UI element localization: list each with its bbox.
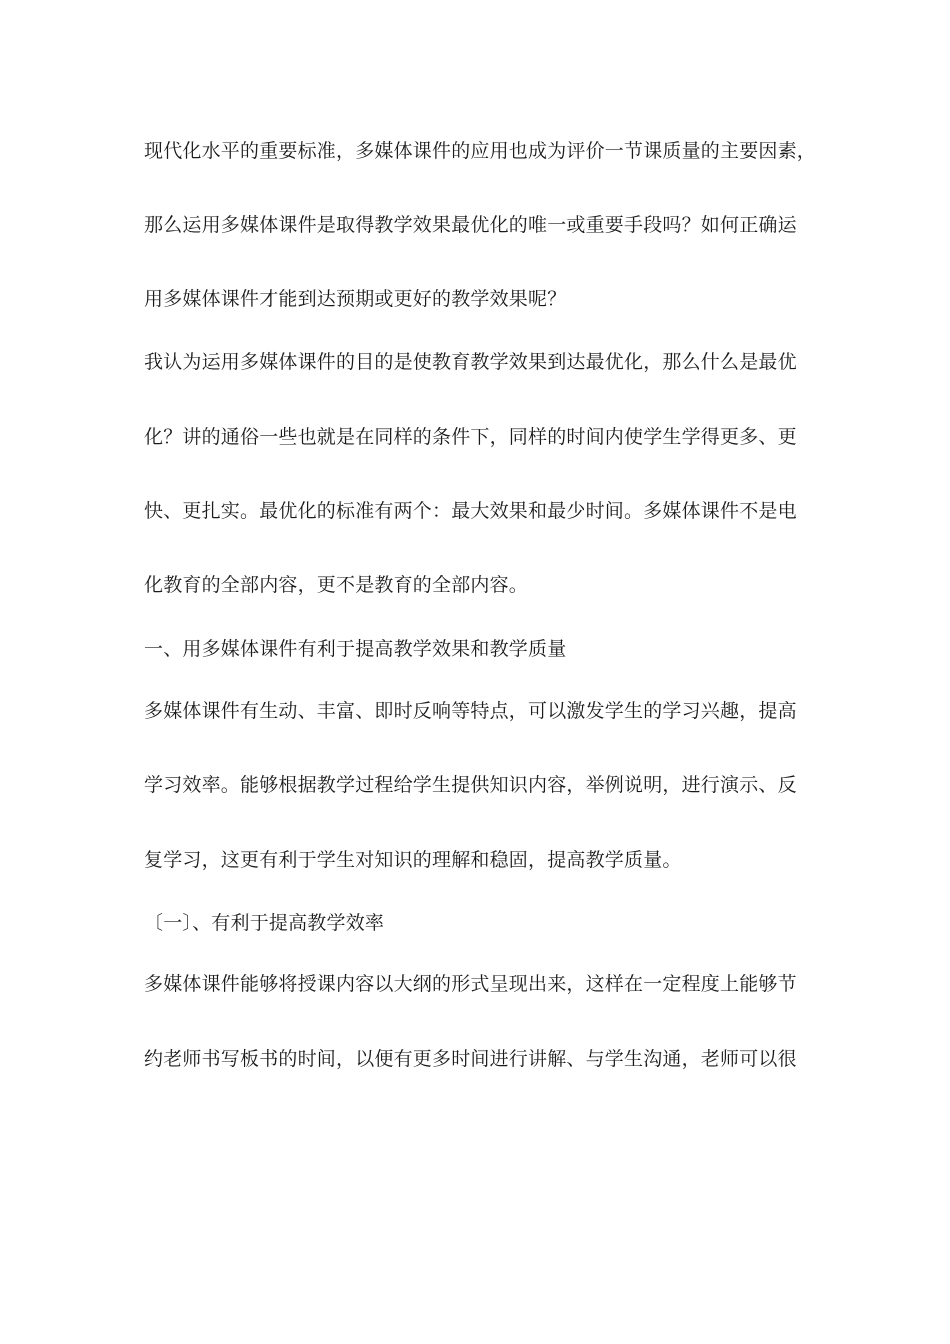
- text-line: 多媒体课件能够将授课内容以大纲的形式呈现出来，这样在一定程度上能够节: [144, 973, 797, 995]
- text-line: 我认为运用多媒体课件的目的是使教育教学效果到达最优化，那么什么是最优: [144, 351, 797, 373]
- subsection-heading: 〔一〕、有利于提高教学效率: [144, 912, 385, 934]
- text-line: 多媒体课件有生动、丰富、即时反响等特点，可以激发学生的学习兴趣，提高: [144, 700, 797, 722]
- text-line: 约老师书写板书的时间，以便有更多时间进行讲解、与学生沟通，老师可以很: [144, 1048, 797, 1070]
- text-line: 那么运用多媒体课件是取得教学效果最优化的唯一或重要手段吗？如何正确运: [144, 214, 797, 236]
- text-line: 现代化水平的重要标准，多媒体课件的应用也成为评价一节课质量的主要因素，: [144, 140, 817, 162]
- text-line: 化？讲的通俗一些也就是在同样的条件下，同样的时间内使学生学得更多、更: [144, 426, 797, 448]
- text-line: 快、更扎实。最优化的标准有两个：最大效果和最少时间。多媒体课件不是电: [144, 500, 797, 522]
- section-heading: 一、用多媒体课件有利于提高教学效果和教学质量: [144, 638, 567, 660]
- text-line: 复学习，这更有利于学生对知识的理解和稳固，提高教学质量。: [144, 849, 682, 871]
- text-line: 化教育的全部内容，更不是教育的全部内容。: [144, 574, 529, 596]
- text-line: 学习效率。能够根据教学过程给学生提供知识内容，举例说明，进行演示、反: [144, 774, 797, 796]
- text-line: 用多媒体课件才能到达预期或更好的教学效果呢？: [144, 288, 567, 310]
